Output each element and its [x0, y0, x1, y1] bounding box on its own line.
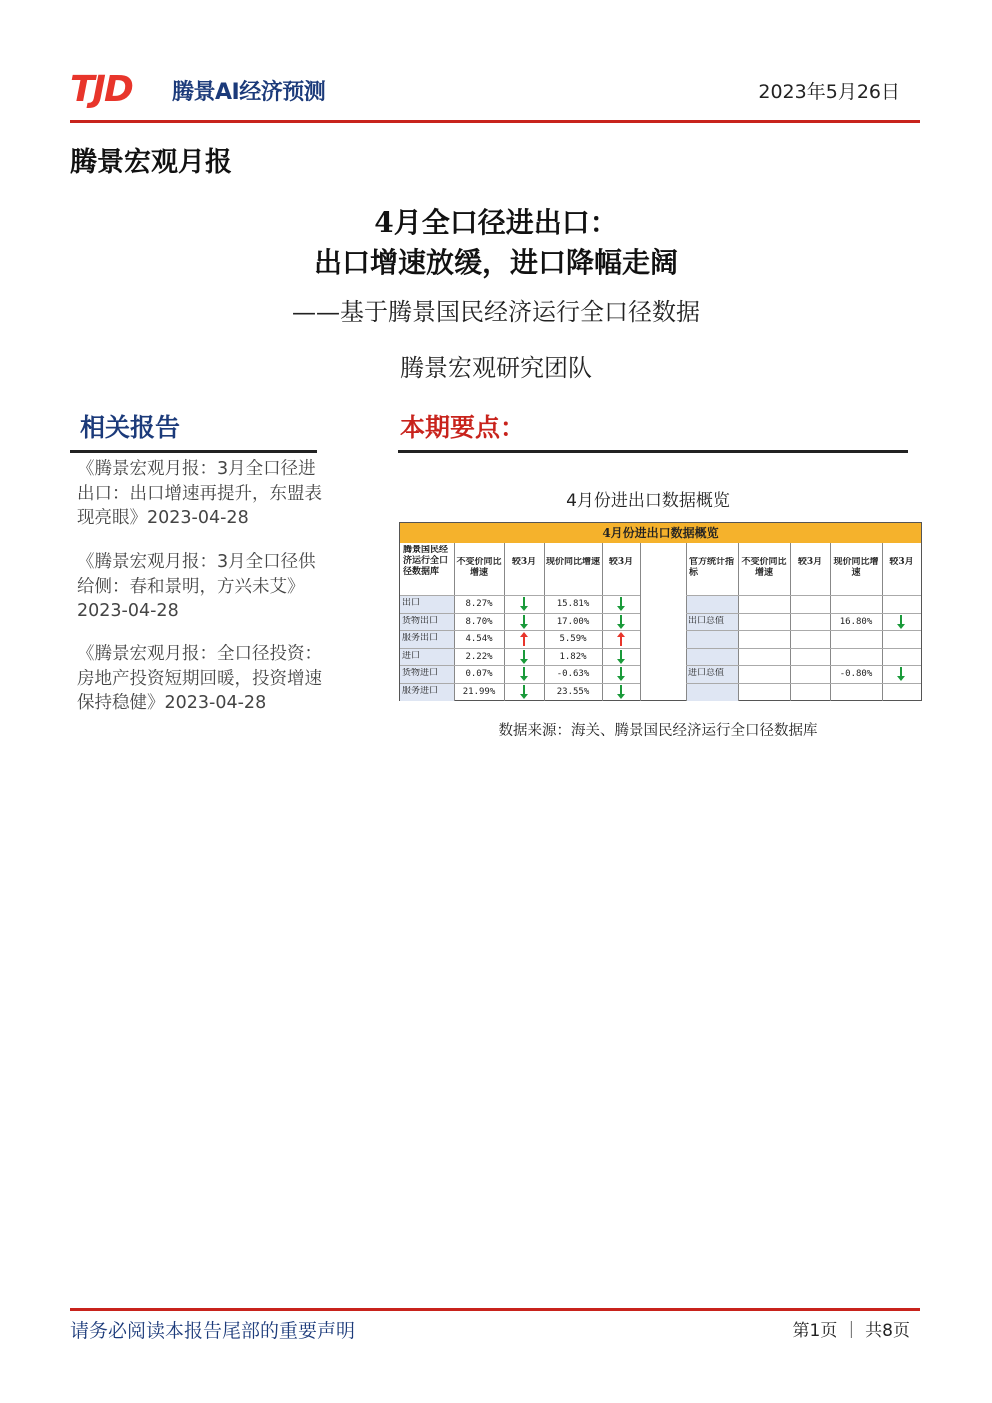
- key-points-rule: [398, 450, 908, 453]
- table-header-cell: 较3月: [511, 557, 537, 567]
- row-label: 货物出口: [402, 615, 439, 626]
- grid-line: [640, 543, 641, 701]
- value-cell: [738, 687, 790, 701]
- page-number: 第1页 ｜ 共8页: [792, 1321, 910, 1341]
- arrow-down-icon: [518, 649, 530, 665]
- arrow-down-icon: [615, 614, 627, 630]
- table-header-cell: 不变价同比增速: [456, 557, 502, 578]
- trade-data-table: [399, 522, 922, 701]
- arrow-down-icon: [895, 666, 907, 682]
- row-label: 出口: [402, 598, 421, 608]
- report-date: 2023年5月26日: [758, 81, 900, 103]
- row-label: 进口总值: [688, 668, 725, 679]
- source-note: 数据来源：海关、腾景国民经济运行全口径数据库: [498, 723, 818, 739]
- row-label: 进口: [402, 650, 421, 661]
- table-header-cell: 官方统计指标: [689, 557, 735, 578]
- grid-line: [544, 543, 545, 701]
- value-cell: 21.99%: [462, 687, 496, 697]
- grid-line: [686, 543, 687, 701]
- grid-line: [504, 543, 505, 701]
- grid-line: [790, 543, 791, 701]
- arrow-down-icon: [518, 596, 530, 612]
- value-cell: [738, 669, 790, 683]
- related-reports-heading: 相关报告: [80, 413, 181, 442]
- grid-line: [400, 683, 640, 684]
- grid-line: [830, 543, 831, 701]
- logo-mark: TJD: [70, 69, 132, 110]
- grid-line: [400, 595, 640, 596]
- value-cell: -0.80%: [839, 669, 873, 680]
- series-title: 腾景宏观月报: [70, 147, 232, 178]
- row-label: [686, 686, 738, 701]
- value-cell: 5.59%: [559, 634, 587, 645]
- grid-line: [400, 630, 640, 631]
- arrow-up-icon: [518, 631, 530, 647]
- grid-line: [686, 595, 921, 596]
- table-banner: 4月份进出口数据概览: [400, 523, 921, 543]
- table-header-cell: 现价同比增速: [545, 557, 600, 567]
- row-label: [686, 651, 738, 666]
- grid-line: [686, 683, 921, 684]
- table-caption: 4月份进出口数据概览: [566, 491, 730, 511]
- report-subtitle: ——基于腾景国民经济运行全口径数据: [292, 298, 700, 326]
- report-title-line-2: 出口增速放缓，进口降幅走阔: [313, 246, 678, 279]
- row-label: 货物进口: [402, 668, 439, 679]
- table-header-cell: 较3月: [608, 557, 634, 567]
- grid-line: [400, 613, 640, 614]
- header-rule: [70, 120, 920, 123]
- value-cell: [830, 687, 882, 701]
- author-team: 腾景宏观研究团队: [400, 354, 592, 382]
- value-cell: [830, 652, 882, 666]
- grid-line: [686, 648, 921, 649]
- value-cell: -0.63%: [556, 669, 590, 680]
- row-label: [686, 633, 738, 648]
- value-cell: 23.55%: [556, 687, 590, 697]
- table-header-cell: 不变价同比增速: [741, 557, 787, 578]
- table-header-cell: 较3月: [797, 557, 823, 567]
- table-header-cell: 现价同比增速: [833, 557, 879, 578]
- value-cell: 8.70%: [465, 616, 493, 627]
- value-cell: 17.00%: [556, 616, 590, 627]
- value-cell: 1.82%: [559, 651, 587, 662]
- grid-line: [400, 648, 640, 649]
- key-points-heading: 本期要点：: [400, 413, 526, 442]
- related-report-item[interactable]: 《腾景宏观月报：全口径投资：房地产投资短期回暖，投资增速保持稳健》2023-04-28: [77, 644, 322, 713]
- grid-line: [686, 665, 921, 666]
- related-reports-rule: [70, 450, 317, 453]
- table-header-cell: 腾景国民经济运行全口径数据库: [403, 545, 449, 577]
- value-cell: 15.81%: [556, 599, 590, 609]
- row-label: 出口总值: [688, 615, 725, 626]
- value-cell: [738, 599, 790, 613]
- value-cell: [738, 617, 790, 631]
- arrow-down-icon: [615, 649, 627, 665]
- disclaimer-note[interactable]: 请务必阅读本报告尾部的重要声明: [70, 1320, 356, 1342]
- value-cell: [830, 634, 882, 648]
- grid-line: [882, 543, 883, 701]
- report-title-line-1: 4月全口径进出口：: [374, 206, 618, 239]
- value-cell: [738, 634, 790, 648]
- arrow-up-icon: [615, 631, 627, 647]
- arrow-down-icon: [895, 614, 907, 630]
- arrow-down-icon: [615, 666, 627, 682]
- related-report-item[interactable]: 《腾景宏观月报：3月全口径供给侧：春和景明，方兴未艾》2023-04-28: [77, 552, 316, 621]
- footer-rule: [70, 1308, 920, 1311]
- grid-line: [686, 630, 921, 631]
- grid-line: [454, 543, 455, 701]
- value-cell: [830, 599, 882, 613]
- grid-line: [400, 665, 640, 666]
- value-cell: 0.07%: [465, 669, 493, 680]
- logo-text: 腾景AI经济预测: [172, 80, 326, 105]
- arrow-down-icon: [615, 596, 627, 612]
- value-cell: [738, 652, 790, 666]
- row-label: 服务进口: [402, 686, 439, 696]
- row-label: 服务出口: [402, 633, 439, 644]
- arrow-down-icon: [615, 684, 627, 700]
- arrow-down-icon: [518, 614, 530, 630]
- arrow-down-icon: [518, 684, 530, 700]
- value-cell: 16.80%: [839, 616, 873, 627]
- arrow-down-icon: [518, 666, 530, 682]
- grid-line: [686, 613, 921, 614]
- row-label: [686, 598, 738, 613]
- grid-line: [602, 543, 603, 701]
- table-header-cell: 较3月: [889, 557, 914, 567]
- value-cell: 4.54%: [465, 634, 493, 645]
- grid-line: [738, 543, 739, 701]
- related-report-item[interactable]: 《腾景宏观月报：3月全口径进出口：出口增速再提升，东盟表现亮眼》2023-04-28: [77, 459, 322, 528]
- value-cell: 2.22%: [465, 651, 493, 662]
- value-cell: 8.27%: [465, 599, 493, 609]
